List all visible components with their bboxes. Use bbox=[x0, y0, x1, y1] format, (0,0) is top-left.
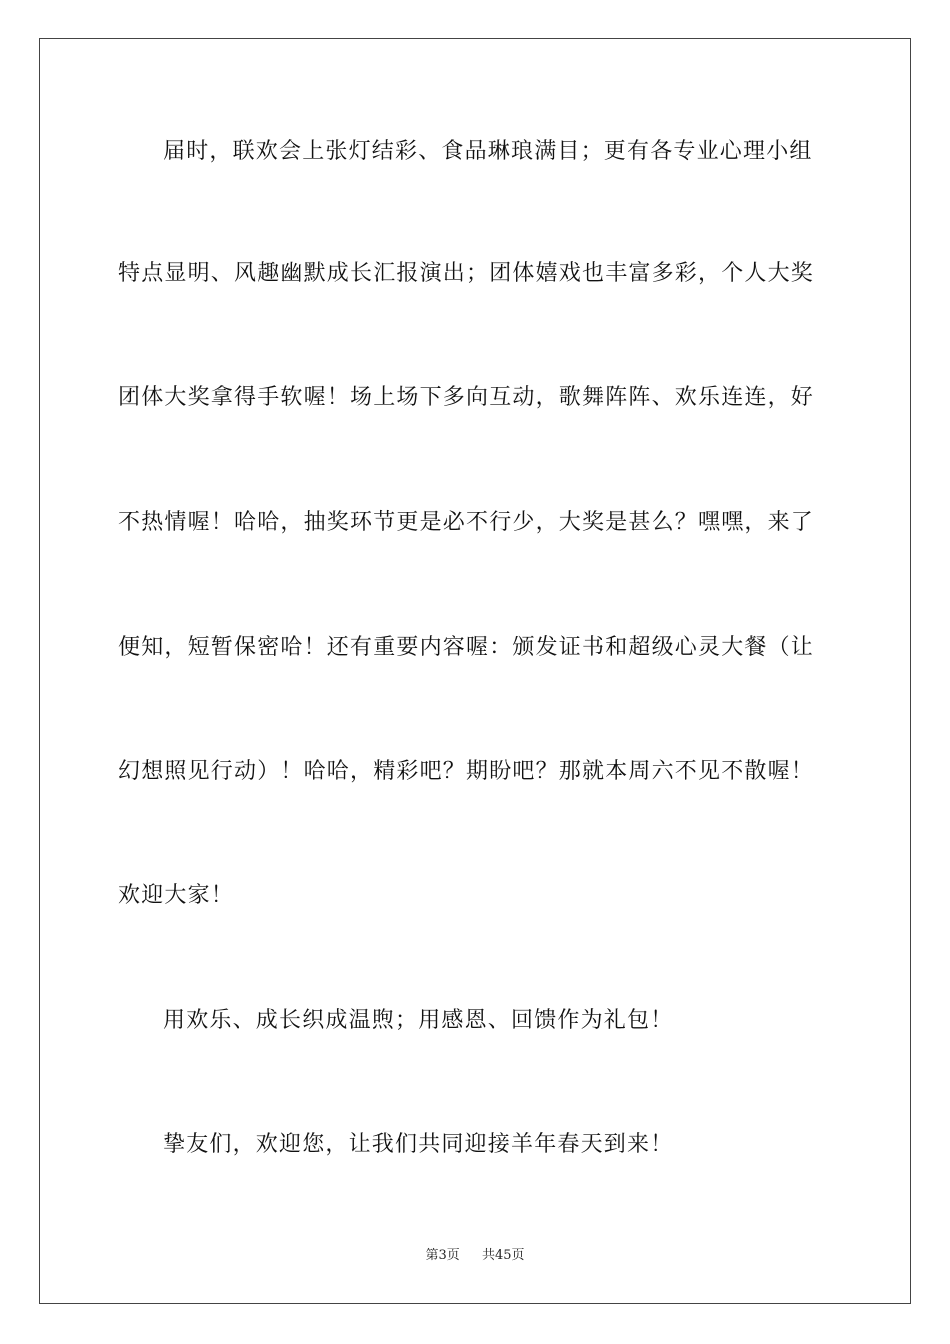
paragraph-line: 用欢乐、成长织成温煦；用感恩、回馈作为礼包！ bbox=[163, 1008, 674, 1033]
paragraph-line: 便知，短暂保密哈！还有重要内容喔：颁发证书和超级心灵大餐（让 bbox=[118, 635, 815, 660]
paragraph-line: 不热情喔！哈哈，抽奖环节更是必不行少，大奖是甚么？嘿嘿，来了 bbox=[118, 510, 815, 535]
paragraph-line: 届时，联欢会上张灯结彩、食品琳琅满目；更有各专业心理小组 bbox=[163, 139, 813, 164]
paragraph-line: 挚友们，欢迎您，让我们共同迎接羊年春天到来！ bbox=[163, 1132, 674, 1157]
page-border bbox=[39, 38, 911, 1304]
paragraph-line: 特点显明、风趣幽默成长汇报演出；团体嬉戏也丰富多彩，个人大奖 bbox=[118, 261, 815, 286]
paragraph-line: 欢迎大家！ bbox=[118, 883, 235, 908]
page-number: 第3页 bbox=[425, 1248, 460, 1263]
paragraph-line: 幻想照见行动）！哈哈，精彩吧？期盼吧？那就本周六不见不散喔！ bbox=[118, 759, 815, 784]
paragraph-line: 团体大奖拿得手软喔！场上场下多向互动，歌舞阵阵、欢乐连连，好 bbox=[118, 385, 815, 410]
page-total: 共45页 bbox=[482, 1248, 525, 1263]
page-footer bbox=[0, 1247, 950, 1265]
